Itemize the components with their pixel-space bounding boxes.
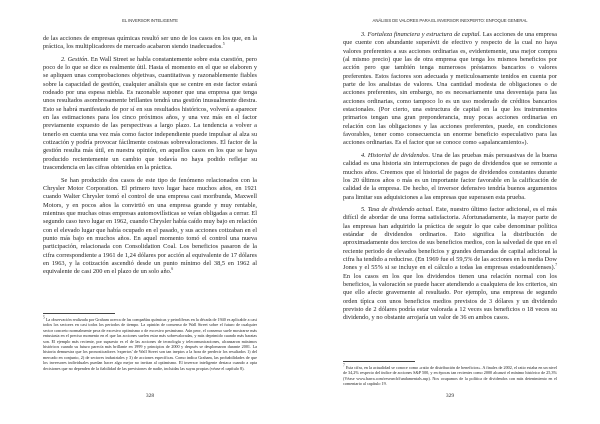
running-header: EL INVERSOR INTELIGENTE [122,18,178,23]
paragraph-lead: 2. Gestión. [61,55,89,63]
running-header: ANÁLISIS DE VALORES PARA EL INVERSOR INEXPERTO: ENFOQUE GENERAL [372,18,528,23]
footnote-divider [43,313,115,314]
footnote-text: Esta cifra, en la actualidad se conoce como «ratio de distribución de beneficios». A finales de 2002, el ratio estaba en un nivel de 34,2% respecto del índice de acciones S&P 500, y en épocas tan recientes como 2000 alcanzó el mínimo histórico de 25,3% (Véase www.barra.com/research/fundamentals.asp). Nos ocupamos de la política de dividendos con más detenimiento en el comentario al capítulo 19. [343,365,557,387]
paragraph-text: En Wall Street se habla constantemente sobre esta cuestión, pero poco de lo que se dice es realmente útil. Hasta el momento en el que se elaboren y se apliquen unas comprobaciones objetivas, cuantitativas y razonablemente fiables sobre la capacidad de gestión, cualquier análisis que se centre en este factor estará rodeado por una espesa niebla. Es razonable suponer que una empresa que tenga unos resultados asombrosamente brillantes tendrá una gestión inusualmente diestra. Esto se habrá manifestado de por sí en sus resultados históricos, volverá a aparecer en las estimaciones para los cinco próximos años, y una vez más en el factor previamente expuesto de las perspectivas a largo plazo. La tendencia a volver a tenerlo en cuenta una vez más como factor independiente puede impulsar al alza su cotización y podría provocar fácilmente costosas sobrevaloraciones. El factor de la gestión resulta más útil, en nuestra opinión, en aquellos casos en los que se haya producido recientemente un cambio que todavía no haya podido reflejar su trascendencia en las cifras obtenidas en la práctica. [43,55,257,172]
paragraph [43,177,257,277]
footnote [43,317,257,371]
body-text [343,31,557,327]
page-number: 329 [445,393,455,399]
paragraph-text: Las acciones de una empresa que cuente con abundante superávit de efectivo y respecto de la cual no haya valores preferentes a sus acciones ordinarias es, evidentemente, una mejor compra (al mismo precio) que las de otra empresa que tenga los mismos beneficios por acción pero que también tenga numerosos préstamos bancarios o valores preferentes. Estos factores son adecuada y meticulosamente tenidos en cuenta por parte de los analistas de valores. Una cantidad modesta de obligaciones o de acciones preferentes, sin embargo, no es necesariamente una desventaja para las acciones ordinarias, como tampoco lo es un uso moderado de créditos bancarios estacionales. (Por cierto, una estructura de capital en la que los instrumentos primarios tengan una gran preponderancia, muy pocas acciones ordinarias en relación con las obligaciones y las acciones preferentes, puede, en condiciones favorables, tener como consecuencia un enorme beneficio especulativo para las acciones ordinarias. Es el factor que se conoce como «apalancamiento»). [343,31,557,147]
paragraph-lead: 3. Fortaleza financiera y estructura de capital. [361,31,482,38]
paragraph [343,152,557,202]
paragraph-text: Se han producido dos casos de este tipo de fenómeno relacionados con la Chrysler Motor Corporation. El primero tuvo lugar hace muchos años, en 1921 cuando Walter Chrysler tomó el control de una empresa casi moribunda, Maxwell Motors, y en pocos años la convirtió en una empresa grande y muy rentable, mientras que muchas otras empresas automovilísticas se veían obligadas a cerrar. El segundo caso tuvo lugar en 1962, cuando Chrysler había caído muy bajo en relación con el elevado lugar que había ocupado en el pasado, y sus acciones cotizaban en el punto más bajo en muchos años. En aquel momento tomó el control una nueva participación, relacionada con Consolidation Coal. Los beneficios pasaron de la cifra correspondiente a 1961 de 1,24 dólares por acción al equivalente de 17 dólares en 1963, y la cotización ascendió desde un punto mínimo del 38,5 en 1962 al equivalente de casi 200 en el plazo de un solo año. [43,176,257,276]
paragraph [343,206,557,323]
footnote-ref: 7 [555,263,557,268]
footnote-mark: 7 [343,363,345,368]
body-text [43,35,257,281]
footnote-ref: 5 [222,42,225,47]
paragraph [343,31,557,148]
footnote-ref: 6 [171,267,174,272]
footnote-divider [343,361,415,362]
paragraph [43,35,257,52]
footnote-text: La observación realizada por Graham acerca de las compañías químicas y petrolíferas en la década de 1940 es aplicable a casi todos los sectores en casi todos los periodos de tiempo. La opinión de consenso de Wall Street sobre el futuro de cualquier sector concreto normalmente peca de excesivo optimismo o de excesivo pesimismo. Aún peor, el consenso suele mostrarse más entusiasta en el preciso momento en el que las acciones suelen estar más sobrevaloradas, y más deprimido cuando más baratas son. El ejemplo más reciente, por supuesto es el de las acciones de tecnología y telecomunicaciones, alcanzaron máximos históricos cuando su futuro parecía más brillante en 1999 y principios de 2000 y después se desplomaron durante 2001. La historia demuestra que los pronosticadores 'expertos' de Wall Street son tan ineptos a la hora de predecir los resultados 1) del mercado en conjunto, 2) de sectores industriales y 3) de acciones específicas. Como indica Graham, las probabilidades de que los inversores individuales puedan hacer algo mejor no invitan al optimismo. El inversor inteligente destaca cuando a opta decisiones que no dependen de la fiabilidad de las previsiones de nadie, incluidas las suyas propias (véase el capítulo 8). [43,317,258,371]
paragraph-text: Este, nuestro último factor adicional, es el más difícil de abordar de una forma satisfactoria. Afortunadamente, la mayor parte de las empresas han adquirido la práctica de seguir lo que cabe denominar política estándar de dividendos ordinarios. Esto significa la distribución de aproximadamente dos tercios de sus beneficios medios, con la salvedad de que en el reciente periodo de elevados beneficios y grandes demandas de capital adicional la cifra ha tendido a reducirse. (En 1969 fue el 59,5% de las acciones en la media Dow Jones y el 55% si se incluye en el cálculo a todas las empresas estadounidenses). [343,205,557,272]
footnote-mark: 5 [43,315,45,320]
paragraph-text: En los casos en los que los dividendos tienen una relación normal con los beneficios, la valoración se puede hacer atendiendo a cualquiera de los criterios, sin que ello afecte gravemente al resultado. Por ejemplo, una empresa de segundo orden típica con unos beneficios medios previstos de 3 dólares y un dividendo previsto de 2 dólares podría estar valorada a 12 veces sus beneficios o 18 veces su dividendo, y no obstante arrojaría un valor de 36 en ambos casos. [343,272,557,322]
paragraph-lead: 5. Tasa de dividendo actual. [361,205,434,213]
footnote [343,365,557,387]
paragraph-lead: 4. Historial de dividendos. [361,151,430,159]
paragraph-text: Una de las pruebas más persuasivas de la buena calidad es una historia sin interrupciones de pago de dividendos que se remonte a muchos años. Creemos que el historial de pagos de dividendos constantes durante los 20 últimos años o más es un importante factor favorable en la calificación de calidad de la empresa. De hecho, el inversor defensivo tendría buenos argumentos para limitar sus adquisiciones a las empresas que superasen esta prueba. [343,151,557,201]
paragraph-text: de las acciones de empresas químicas resultó ser uno de los casos en los que, en la práctica, los multiplicadores de mercado acabaron siendo inadecuados. [43,35,257,51]
paragraph [43,56,257,173]
page-number: 328 [145,393,155,399]
right-page [300,0,600,424]
